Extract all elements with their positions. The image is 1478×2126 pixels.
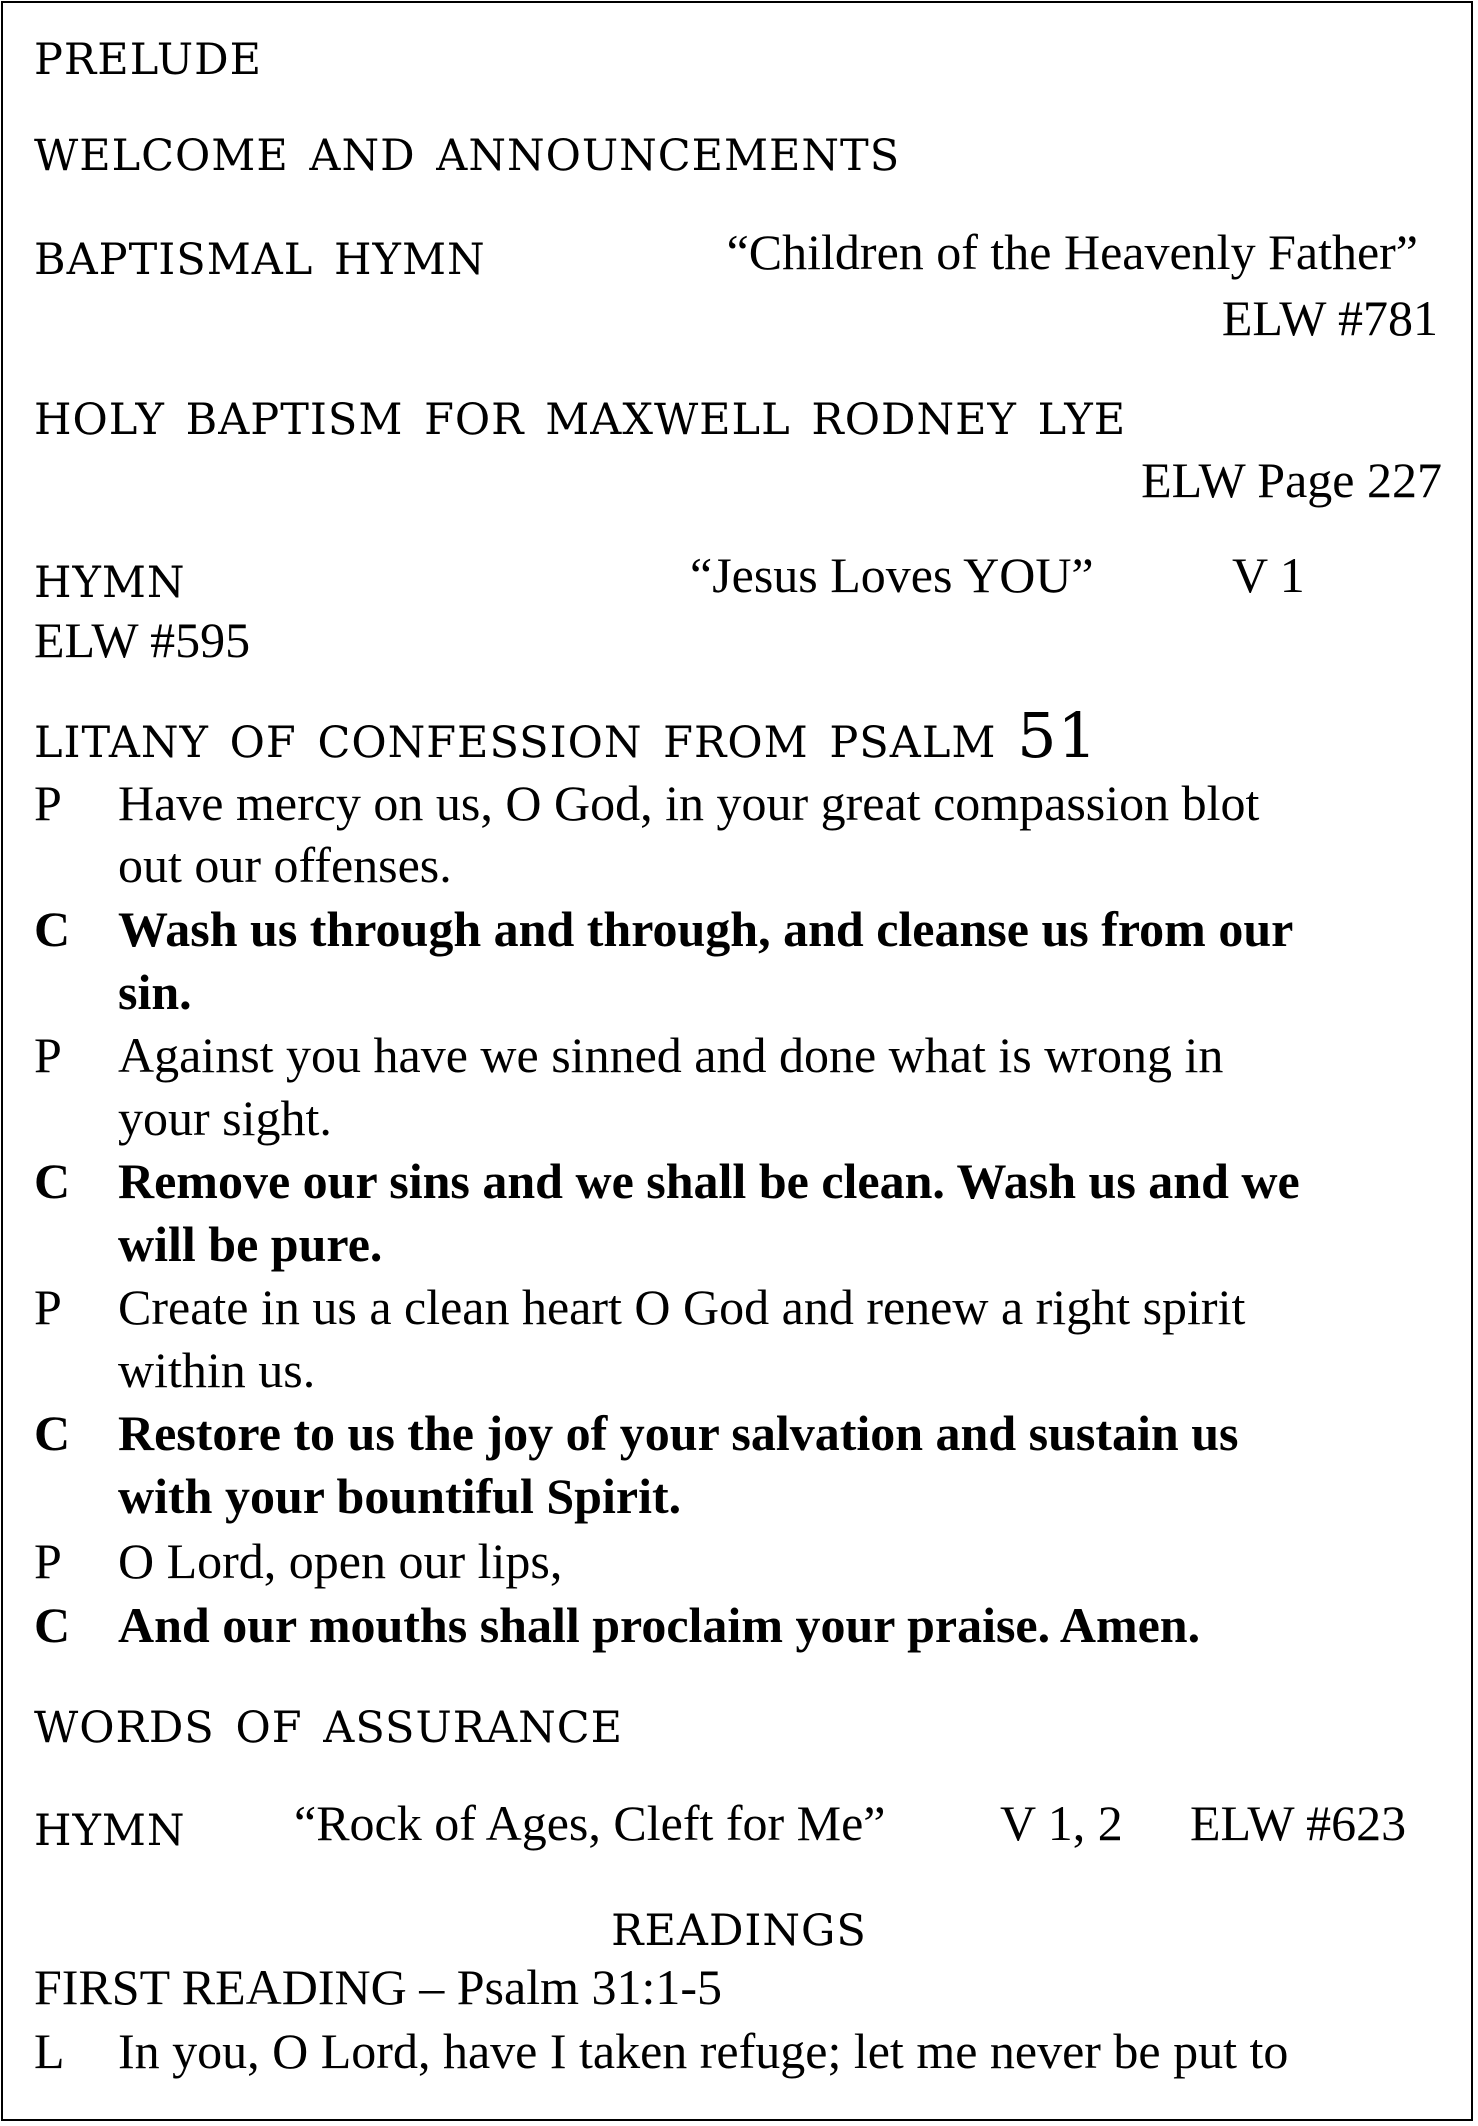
litany-line: Restore to us the joy of your salvation and sustain us (118, 1405, 1239, 1461)
baptismal-hymn-title: “Children of the Heavenly Father” (726, 224, 1418, 280)
litany-line: Against you have we sinned and done what is wrong in (118, 1027, 1224, 1083)
reading-speaker: L (34, 2023, 65, 2079)
litany-speaker: P (34, 1027, 62, 1083)
litany-line-cont: will be pure. (118, 1216, 383, 1272)
litany-line: O Lord, open our lips, (118, 1533, 563, 1589)
holy-baptism-ref: ELW Page 227 (1141, 452, 1442, 508)
litany-speaker: P (34, 1533, 62, 1589)
litany-line: Wash us through and through, and cleanse us from our (118, 901, 1294, 957)
litany-speaker: C (34, 1597, 71, 1653)
litany-line-cont: your sight. (118, 1090, 332, 1146)
reading-line: In you, O Lord, have I taken refuge; let me never be put to (118, 2023, 1289, 2079)
litany-line: And our mouths shall proclaim your praise. Amen. (118, 1597, 1201, 1653)
litany-speaker: C (34, 901, 71, 957)
hymn-2-ref: ELW #623 (1190, 1795, 1407, 1851)
baptismal-hymn-ref: ELW #781 (1221, 290, 1438, 346)
hymn-1-verses: V 1 (1232, 547, 1305, 603)
hymn-2-heading: hymn (34, 1787, 186, 1860)
first-reading-label: FIRST READING – Psalm 31:1-5 (34, 1959, 723, 2015)
hymn-2-title: “Rock of Ages, Cleft for Me” (294, 1795, 886, 1851)
assurance-heading: words of assurance (34, 1684, 624, 1757)
litany-speaker: C (34, 1153, 71, 1209)
litany-heading: litany of confession from psalm 51 (34, 699, 1098, 772)
hymn-1-ref: ELW #595 (34, 612, 251, 668)
litany-line: Remove our sins and we shall be clean. Wash us and we (118, 1153, 1300, 1209)
litany-speaker: P (34, 775, 62, 831)
litany-speaker: C (34, 1405, 71, 1461)
prelude-heading: prelude (34, 16, 263, 89)
welcome-heading: welcome and announcements (34, 112, 901, 185)
hymn-1-title: “Jesus Loves YOU” (690, 547, 1094, 603)
hymn-2-verses: V 1, 2 (1000, 1795, 1123, 1851)
litany-line-cont: within us. (118, 1342, 316, 1398)
hymn-1-heading: hymn (34, 539, 186, 612)
readings-heading: readings (611, 1887, 867, 1960)
litany-line-cont: sin. (118, 964, 192, 1020)
litany-line-cont: with your bountiful Spirit. (118, 1468, 682, 1524)
litany-line: Have mercy on us, O God, in your great compassion blot (118, 775, 1260, 831)
litany-line-cont: out our offenses. (118, 837, 452, 893)
litany-line: Create in us a clean heart O God and renew a right spirit (118, 1279, 1246, 1335)
baptismal-hymn-heading: baptismal hymn (34, 216, 486, 289)
holy-baptism-heading: holy baptism for maxwell rodney lye (34, 376, 1127, 449)
litany-speaker: P (34, 1279, 62, 1335)
